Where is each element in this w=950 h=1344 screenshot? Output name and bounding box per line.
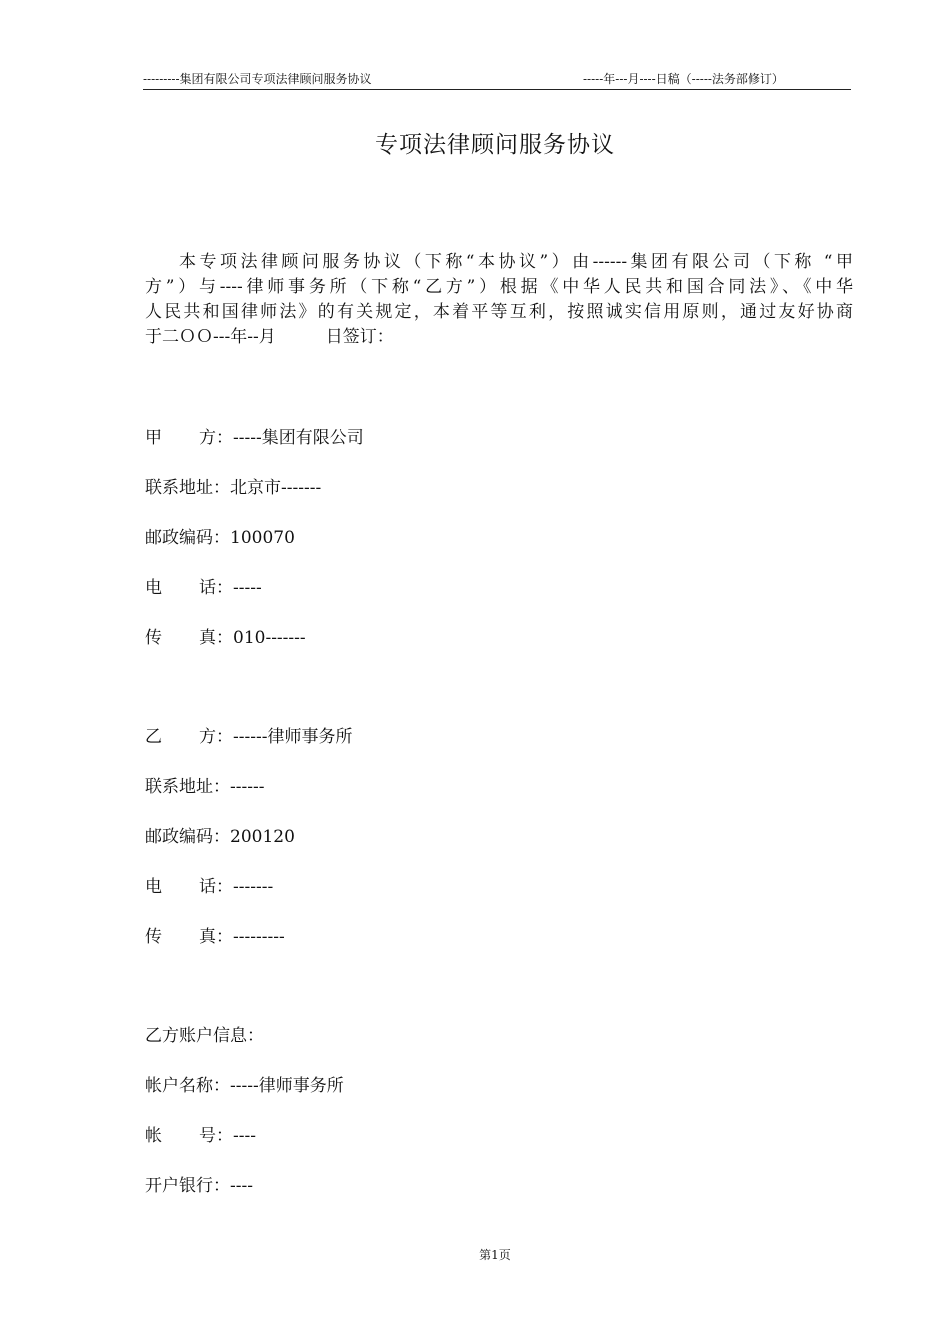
header-right-text: -----年---月----日稿（-----法务部修订） <box>583 72 784 86</box>
party-a-phone-row <box>145 576 262 600</box>
account-heading: 乙方账户信息： <box>145 1026 264 1046</box>
party-b-address-value: ------ <box>230 777 265 797</box>
intro-paragraph <box>145 250 853 350</box>
party-a-postcode-label: 邮政编码： <box>145 528 230 548</box>
account-number-value: ---- <box>233 1126 256 1146</box>
account-bank-row <box>145 1174 253 1198</box>
party-b-name-value: ------律师事务所 <box>233 727 353 747</box>
party-b-postcode-value: 200120 <box>230 827 295 847</box>
party-a-address-label: 联系地址： <box>145 478 230 498</box>
account-holder-row <box>145 1074 344 1098</box>
party-b-fax-label: 传 真： <box>145 927 233 947</box>
document-title: 专项法律顾问服务协议 <box>375 132 615 158</box>
party-b-address-row <box>145 775 264 799</box>
party-b-phone-row <box>145 875 273 899</box>
party-a-name-label: 甲 方： <box>145 428 233 448</box>
party-a-address-value: 北京市------- <box>230 478 322 498</box>
page-header <box>143 72 851 90</box>
party-b-fax-value: --------- <box>233 927 285 947</box>
party-b-name-row <box>145 725 352 749</box>
party-a-name-value: -----集团有限公司 <box>233 428 364 448</box>
account-number-label: 帐 号： <box>145 1126 233 1146</box>
party-b-name-label: 乙 方： <box>145 727 233 747</box>
account-holder-value: -----律师事务所 <box>230 1076 344 1096</box>
party-b-phone-label: 电 话： <box>145 877 233 897</box>
intro-line-4 <box>145 325 853 350</box>
party-b-phone-value: ------- <box>233 877 274 897</box>
party-a-postcode-row <box>145 526 295 550</box>
party-a-fax-value: 010------- <box>233 628 306 648</box>
party-b-postcode-row <box>145 825 295 849</box>
party-b-fax-row <box>145 925 285 949</box>
intro-sign-text: 日签订： <box>325 327 394 347</box>
page-number: 第1页 <box>479 1248 511 1262</box>
party-a-name-row <box>145 426 364 450</box>
intro-line-3: 人民共和国律师法》的有关规定，本着平等互利，按照诚实信用原则，通过友好协商 <box>145 302 853 322</box>
account-number-row <box>145 1124 256 1148</box>
intro-date-text: 于二ＯＯ---年--月 <box>145 327 276 347</box>
intro-line-2: 方”）与----律师事务所（下称“乙方”）根据《中华人民共和国合同法》、《中华 <box>145 277 853 297</box>
party-a-postcode-value: 100070 <box>230 528 295 548</box>
party-a-phone-label: 电 话： <box>145 578 233 598</box>
account-holder-label: 帐户名称： <box>145 1076 230 1096</box>
party-a-fax-label: 传 真： <box>145 628 233 648</box>
party-a-fax-row <box>145 626 306 650</box>
account-bank-label: 开户银行： <box>145 1176 230 1196</box>
party-b-address-label: 联系地址： <box>145 777 230 797</box>
party-a-phone-value: ----- <box>233 578 262 598</box>
party-b-postcode-label: 邮政编码： <box>145 827 230 847</box>
intro-line-1: 本专项法律顾问服务协议（下称“本协议”）由------集团有限公司（下称 “甲 <box>179 252 853 272</box>
account-bank-value: ---- <box>230 1176 253 1196</box>
party-a-address-row <box>145 476 321 500</box>
header-left-text: ---------集团有限公司专项法律顾问服务协议 <box>143 72 372 86</box>
